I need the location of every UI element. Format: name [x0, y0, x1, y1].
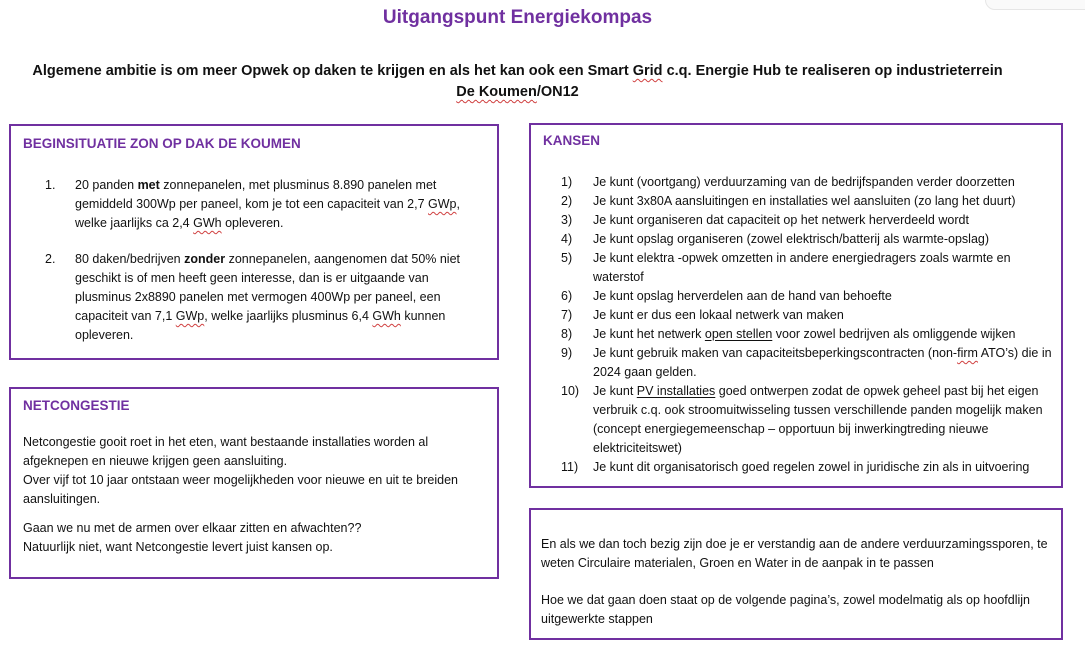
- list-item: [561, 211, 1056, 230]
- list-item-text: Je kunt het netwerk: [593, 327, 705, 341]
- netcongestie-paragraph: [23, 433, 485, 509]
- list-item-text: goed ontwerpen zodat de opwek geheel past bij het eigen verbruik c.q. ook stroomuitwisseling tussen verschillende panden mogelijk maken (concept energiegemeenschap – opportuun bij inwerkingtreding nieuwe elektriciteitswet): [593, 384, 1043, 455]
- paragraph-line: Gaan we nu met de armen over elkaar zitten en afwachten??: [23, 521, 362, 535]
- netcongestie-box: [9, 387, 499, 579]
- list-item-text: kunnen opleveren.: [75, 309, 446, 342]
- list-item-text: Je kunt organiseren dat capaciteit op het netwerk herverdeeld wordt: [593, 213, 969, 227]
- beginsituatie-heading: BEGINSITUATIE ZON OP DAK DE KOUMEN: [23, 136, 301, 151]
- list-item-number: 2): [561, 194, 573, 208]
- verduurzaming-box: [529, 508, 1063, 640]
- list-item-number: 2.: [45, 252, 56, 266]
- list-item: [561, 325, 1056, 344]
- list-item: [561, 173, 1056, 192]
- list-item-text: Je kunt elektra -opwek omzetten in andere energiedragers zoals warmte en waterstof: [593, 251, 1011, 284]
- list-item-unit: GWp: [428, 197, 457, 211]
- list-item-number: 3): [561, 213, 573, 227]
- list-item-number: 8): [561, 327, 573, 341]
- list-item-bold: zonder: [184, 252, 226, 266]
- list-item-text: ATO’s) die in 2024 gaan gelden.: [593, 346, 1052, 379]
- list-item: [561, 306, 1056, 325]
- open-stellen-link[interactable]: open stellen: [704, 327, 773, 341]
- ambition-grid-word: Grid: [632, 63, 663, 79]
- list-item-text: Je kunt (voortgang) verduurzaming van de bedrijfspanden verder doorzetten: [593, 175, 1015, 189]
- list-item: [561, 344, 1056, 382]
- list-item-text: 20 panden: [75, 178, 138, 192]
- list-item: [561, 458, 1056, 477]
- list-item-number: 9): [561, 346, 573, 360]
- list-item-text: Je kunt er dus een lokaal netwerk van maken: [593, 308, 844, 322]
- list-item-text: 80 daken/bedrijven: [75, 252, 185, 266]
- vervolg-paragraph: Hoe we dat gaan doen staat op de volgende pagina’s, zowel modelmatig als op hoofdlijn uitgewerkte stappen: [541, 593, 1030, 626]
- list-item-text: Je kunt gebruik maken van capaciteitsbeperkingscontracten (non-: [593, 346, 958, 360]
- list-item-text: Je kunt dit organisatorisch goed regelen zowel in juridische zin als in uitvoering: [593, 460, 1030, 474]
- list-item-number: 1.: [45, 178, 56, 192]
- list-item-text: opleveren.: [221, 216, 284, 230]
- kansen-box: [529, 123, 1063, 488]
- list-item-number: 7): [561, 308, 573, 322]
- list-item-number: 6): [561, 289, 573, 303]
- kansen-list: [561, 173, 1056, 477]
- ambition-koumen-word: De Koumen: [456, 84, 537, 100]
- list-item-unit: GWp: [175, 309, 205, 323]
- list-item-text: Je kunt 3x80A aansluitingen en installaties wel aansluiten (zo lang het duurt): [593, 194, 1016, 208]
- list-item: [561, 192, 1056, 211]
- list-item-text: , welke jaarlijks ca 2,4: [75, 197, 460, 230]
- list-item-unit: GWh: [193, 216, 222, 230]
- list-item-unit: GWh: [372, 309, 401, 323]
- ambition-text-start: Algemene ambitie is om meer Opwek op daken te krijgen en als het kan ook een Smart: [32, 63, 633, 79]
- list-item: [561, 249, 1056, 287]
- list-item-bold: met: [137, 178, 160, 192]
- list-item-text: Je kunt opslag herverdelen aan de hand van behoefte: [593, 289, 892, 303]
- paragraph-line: Netcongestie gooit roet in het eten, want bestaande installaties worden al afgeknepen en nieuwe krijgen geen aansluiting.: [23, 435, 429, 468]
- list-item-number: 10): [561, 384, 580, 398]
- paragraph-line: Natuurlijk niet, want Netcongestie levert juist kansen op.: [23, 540, 333, 554]
- paragraph-line: Over vijf tot 10 jaar ontstaan weer mogelijkheden voor nieuwe en uit te breiden aansluitingen.: [23, 473, 458, 506]
- list-item-number: 4): [561, 232, 573, 246]
- list-item-number: 11): [561, 460, 579, 474]
- list-item-text: zonnepanelen, aangenomen dat 50% niet geschikt is of men heeft geen interesse, dan is er uitgaande van plusminus 2x8890 panelen met vermogen 400Wp per paneel, een capaciteit van 7,1: [75, 252, 461, 323]
- list-item: [561, 382, 1056, 458]
- beginsituatie-list: [45, 176, 475, 362]
- list-item-text: , welke jaarlijks plusminus 6,4: [204, 309, 373, 323]
- verduurzaming-paragraph: En als we dan toch bezig zijn doe je er verstandig aan de andere verduurzamingssporen, te weten Circulaire materialen, Groen en Water in de aanpak in te passen: [541, 537, 1048, 570]
- list-item: [45, 176, 475, 233]
- netcongestie-paragraph: [23, 519, 485, 557]
- list-item-text: zonnepanelen, met plusminus 8.890 panelen met gemiddeld 300Wp per paneel, kom je tot een capaciteit van 2,7: [75, 178, 437, 211]
- list-item-text: Je kunt: [593, 384, 637, 398]
- list-item-number: 1): [561, 175, 573, 189]
- pv-installaties-link[interactable]: PV installaties: [636, 384, 716, 398]
- list-item: [561, 287, 1056, 306]
- list-item-text: voor zowel bedrijven als omliggende wijken: [772, 327, 1016, 341]
- list-item-number: 5): [561, 251, 573, 265]
- ambition-text-end: /ON12: [536, 84, 579, 100]
- list-item: [561, 230, 1056, 249]
- beginsituatie-box: [9, 124, 499, 360]
- list-item-flagged-word: firm: [957, 346, 978, 360]
- list-item: [45, 250, 475, 345]
- ambition-text-mid: c.q. Energie Hub te realiseren op industrieterrein: [662, 63, 1003, 79]
- kansen-heading: KANSEN: [543, 133, 601, 148]
- ambition-statement: [0, 61, 1035, 103]
- netcongestie-heading: NETCONGESTIE: [23, 398, 130, 413]
- list-item-text: Je kunt opslag organiseren (zowel elektrisch/batterij als warmte-opslag): [593, 232, 990, 246]
- page-title: Uitgangspunt Energiekompas: [382, 7, 653, 28]
